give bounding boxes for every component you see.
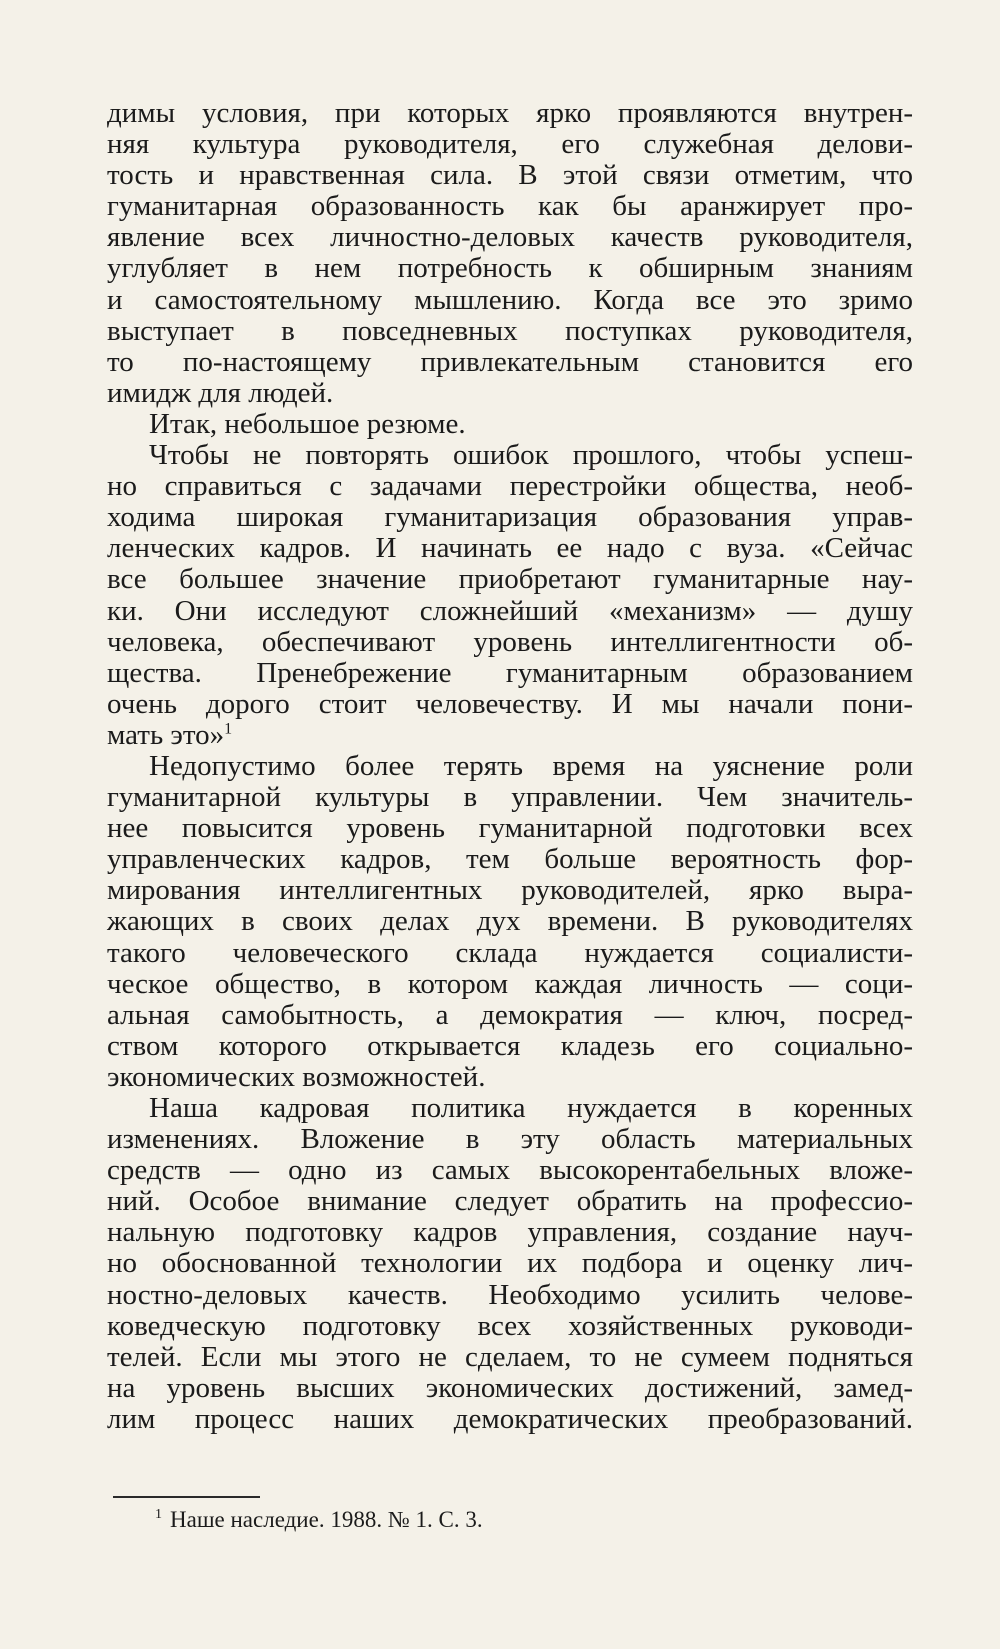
text-line: на уровень высших экономических достижений, замед-	[107, 1371, 913, 1404]
text-line: ходима широкая гуманитаризация образования управ-	[107, 501, 913, 534]
text-line: альная самобытность, а демократия — ключ, посред-	[107, 998, 913, 1031]
text-line: средств — одно из самых высокорентабельных вложе-	[107, 1154, 913, 1187]
footnote-divider	[113, 1496, 260, 1498]
text-line: имидж для людей.	[107, 376, 334, 409]
text-line: человека, обеспечивают уровень интеллигентности об-	[107, 625, 913, 658]
text-line: нее повысится уровень гуманитарной подготовки всех	[107, 812, 913, 845]
text-line: Недопустимо более терять время на уяснение роли	[149, 749, 913, 782]
text-line: телей. Если мы этого не сделаем, то не сумеем подняться	[107, 1340, 913, 1373]
text-line: выступает в повседневных поступках руководителя,	[107, 314, 913, 347]
footnote	[155, 1507, 483, 1533]
text-line: Наша кадровая политика нуждается в коренных	[149, 1092, 913, 1124]
text-line: то по-настоящему привлекательным становится его	[107, 345, 913, 378]
footnote-reference: 1	[224, 720, 233, 738]
text-line: очень дорого стоит человечеству. И мы начали пони-	[107, 687, 913, 720]
paragraph	[107, 98, 913, 409]
text-line: ством которого открывается кладезь его социально-	[107, 1029, 913, 1062]
text-line: коведческую подготовку всех хозяйственных руководи-	[107, 1309, 913, 1342]
text-line: ний. Особое внимание следует обратить на профессио-	[107, 1185, 913, 1218]
text-line: явление всех личностно-деловых качеств руководителя,	[107, 221, 913, 254]
text-line: ленческих кадров. И начинать ее надо с вуза. «Сейчас	[107, 532, 913, 565]
paragraph	[107, 751, 913, 1093]
paragraph	[107, 440, 913, 751]
text-line: лим процесс наших демократических преобразований.	[107, 1402, 913, 1435]
text-line: углубляет в нем потребность к обширным знаниям	[107, 252, 913, 285]
text-line: такого человеческого склада нуждается социалисти-	[107, 936, 913, 969]
text-line: и самостоятельному мышлению. Когда все это зримо	[107, 283, 913, 316]
text-line: мирования интеллигентных руководителей, ярко выра-	[107, 874, 913, 907]
text-line: тость и нравственная сила. В этой связи отметим, что	[107, 159, 913, 192]
text-line: гуманитарной культуры в управлении. Чем значитель-	[107, 781, 913, 814]
paragraph	[107, 1093, 913, 1435]
text-line: Чтобы не повторять ошибок прошлого, чтобы успеш-	[149, 439, 913, 472]
text-line: димы условия, при которых ярко проявляются внутрен-	[107, 97, 913, 129]
text-line: все большее значение приобретают гуманитарные нау-	[107, 563, 913, 596]
text-line: жающих в своих делах дух времени. В руководителях	[107, 905, 913, 938]
text-line: но обоснованной технологии их подбора и оценку лич-	[107, 1247, 913, 1280]
text-line: но справиться с задачами перестройки общества, необ-	[107, 470, 913, 503]
text-line: ностно-деловых качеств. Необходимо усилить челове-	[107, 1278, 913, 1311]
text-line: экономических возможностей.	[107, 1060, 486, 1093]
text-line: няя культура руководителя, его служебная делови-	[107, 128, 913, 161]
text-line: ческое общество, в котором каждая личность — соци-	[107, 967, 913, 1000]
text-line: изменениях. Вложение в эту область материальных	[107, 1123, 913, 1156]
footnote-mark: 1	[155, 1507, 162, 1523]
paragraph	[107, 409, 913, 440]
text-line: мать это»$^1$	[107, 718, 233, 751]
text-line: Итак, небольшое резюме.	[149, 407, 466, 440]
text-line: нальную подготовку кадров управления, создание науч-	[107, 1216, 913, 1249]
text-line: гуманитарная образованность как бы аранжирует про-	[107, 190, 913, 223]
text-line: ки. Они исследуют сложнейший «механизм» — душу	[107, 594, 913, 627]
text-line: управленческих кадров, тем больше вероятность фор-	[107, 843, 913, 876]
text-line: щества. Пренебрежение гуманитарным образованием	[107, 656, 913, 689]
footnote-text: Наше наследие. 1988. № 1. С. 3.	[170, 1507, 483, 1532]
body-text	[107, 98, 913, 1435]
